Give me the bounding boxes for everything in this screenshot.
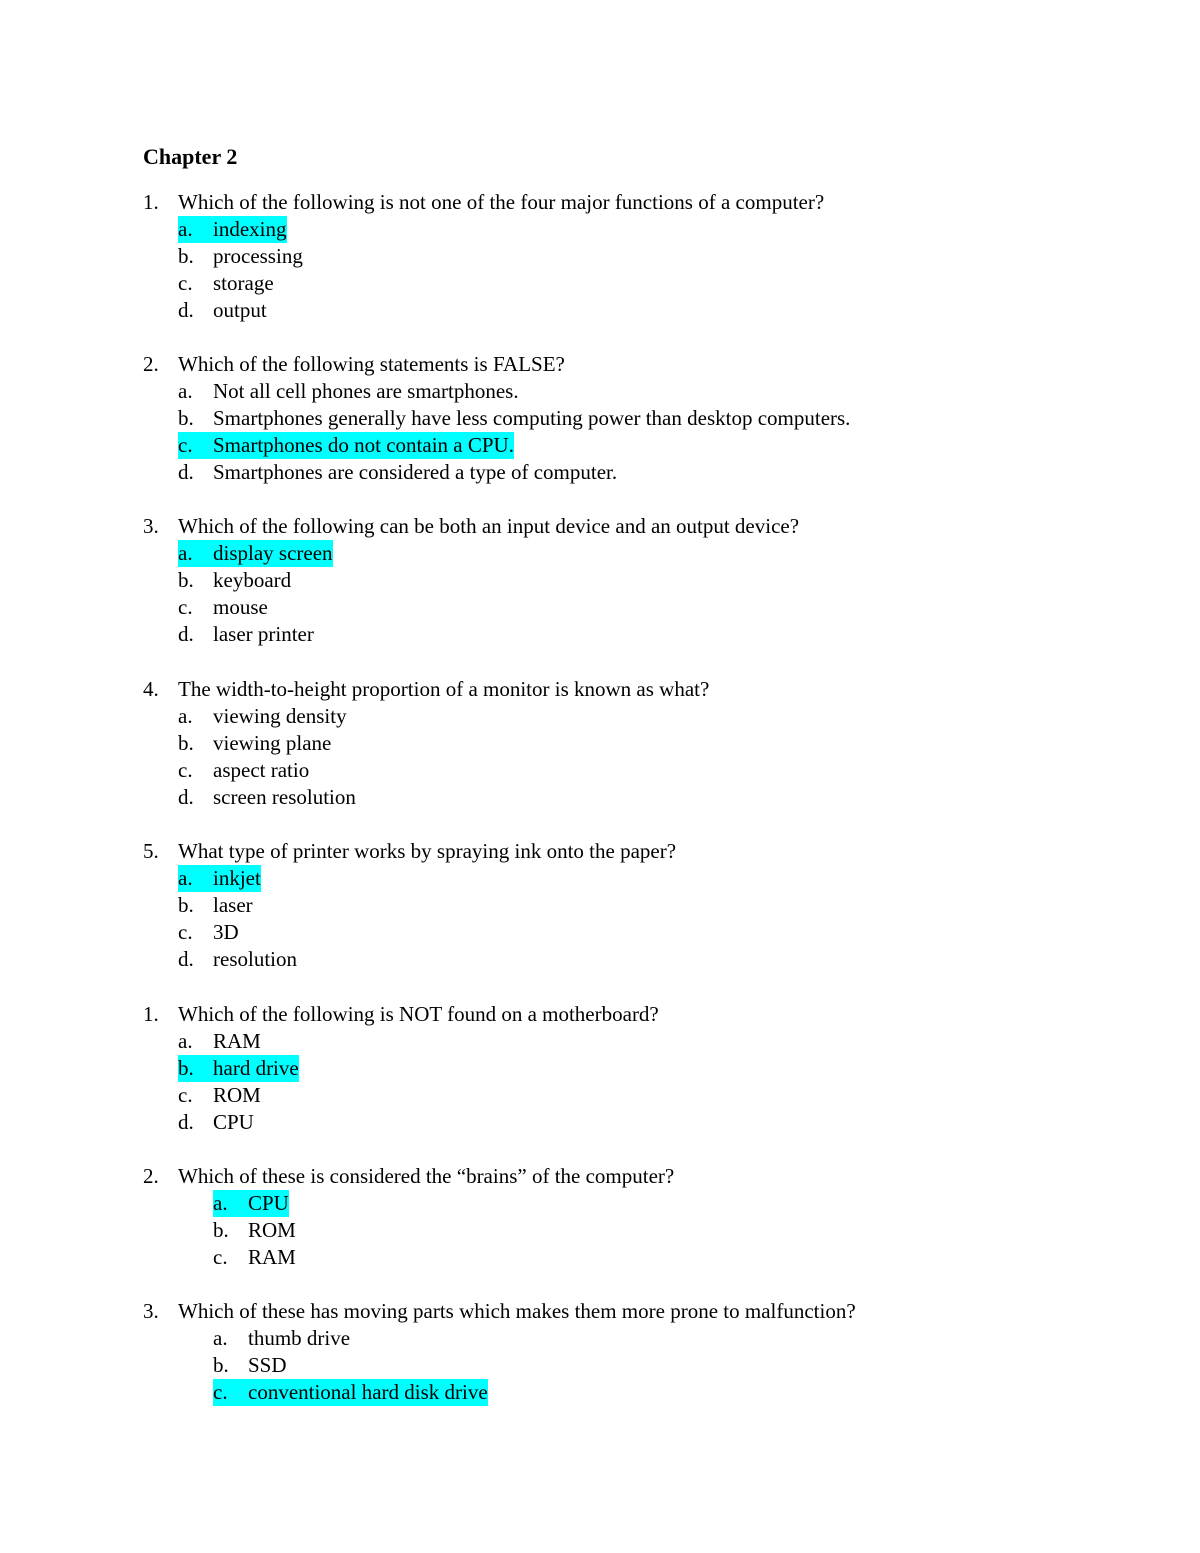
answer-option xyxy=(178,297,267,324)
option-letter: a. xyxy=(178,866,193,890)
option-text: viewing plane xyxy=(213,731,332,755)
answer-option xyxy=(178,621,314,648)
option-text: SSD xyxy=(248,1353,287,1377)
option-text: aspect ratio xyxy=(213,758,310,782)
option-text: hard drive xyxy=(213,1056,299,1080)
option-letter: d. xyxy=(178,1110,194,1134)
answer-option-highlighted xyxy=(213,1190,289,1217)
option-letter: c. xyxy=(178,1083,193,1107)
option-text: viewing density xyxy=(213,704,347,728)
option-letter: b. xyxy=(178,244,194,268)
answer-option-highlighted xyxy=(178,865,261,892)
option-letter: d. xyxy=(178,622,194,646)
answer-option xyxy=(178,784,356,811)
option-text: CPU xyxy=(248,1191,289,1215)
option-text: ROM xyxy=(213,1083,261,1107)
question-number: 3. xyxy=(143,1299,159,1323)
option-text: RAM xyxy=(248,1245,296,1269)
option-letter: b. xyxy=(178,568,194,592)
option-text: storage xyxy=(213,271,274,295)
answer-option xyxy=(178,378,519,405)
question-number: 1. xyxy=(143,1002,159,1026)
answer-option xyxy=(213,1325,350,1352)
option-letter: c. xyxy=(178,271,193,295)
answer-option xyxy=(178,1028,261,1055)
answer-option xyxy=(178,703,347,730)
option-text: keyboard xyxy=(213,568,292,592)
option-text: indexing xyxy=(213,217,287,241)
option-letter: b. xyxy=(178,731,194,755)
answer-option xyxy=(213,1352,287,1379)
option-letter: b. xyxy=(178,1056,194,1080)
chapter-title: Chapter 2 xyxy=(143,144,238,169)
option-letter: d. xyxy=(178,947,194,971)
option-letter: a. xyxy=(213,1326,228,1350)
question-text: The width-to-height proportion of a monitor is known as what? xyxy=(178,677,710,701)
option-text: output xyxy=(213,298,267,322)
option-text: resolution xyxy=(213,947,297,971)
option-text: Smartphones do not contain a CPU. xyxy=(213,433,514,457)
question-text: Which of the following can be both an input device and an output device? xyxy=(178,514,800,538)
option-text: Smartphones are considered a type of computer. xyxy=(213,460,618,484)
option-letter: c. xyxy=(213,1380,228,1404)
option-text: CPU xyxy=(213,1110,254,1134)
answer-option xyxy=(213,1244,296,1271)
option-text: RAM xyxy=(213,1029,261,1053)
option-letter: a. xyxy=(178,704,193,728)
question-text: Which of these is considered the “brains” of the computer? xyxy=(178,1164,675,1188)
option-text: mouse xyxy=(213,595,268,619)
answer-option xyxy=(178,567,291,594)
option-letter: c. xyxy=(178,920,193,944)
option-letter: a. xyxy=(178,217,193,241)
option-text: Not all cell phones are smartphones. xyxy=(213,379,519,403)
question-text: Which of the following is not one of the four major functions of a computer? xyxy=(178,190,825,214)
option-text: Smartphones generally have less computing power than desktop computers. xyxy=(213,406,851,430)
answer-option-highlighted xyxy=(178,1055,299,1082)
option-text: screen resolution xyxy=(213,785,356,809)
option-letter: d. xyxy=(178,298,194,322)
question-text: What type of printer works by spraying ink onto the paper? xyxy=(178,839,677,863)
option-text: laser printer xyxy=(213,622,314,646)
answer-option xyxy=(178,757,309,784)
question-text: Which of the following is NOT found on a motherboard? xyxy=(178,1002,659,1026)
answer-option xyxy=(178,459,617,486)
answer-option xyxy=(178,270,274,297)
option-letter: b. xyxy=(178,406,194,430)
answer-option-highlighted xyxy=(178,432,514,459)
question-text: Which of these has moving parts which makes them more prone to malfunction? xyxy=(178,1299,856,1323)
answer-option xyxy=(178,594,268,621)
question-text: Which of the following statements is FALSE? xyxy=(178,352,565,376)
option-letter: b. xyxy=(213,1353,229,1377)
option-text: conventional hard disk drive xyxy=(248,1380,488,1404)
answer-option xyxy=(178,919,239,946)
option-text: inkjet xyxy=(213,866,261,890)
option-text: processing xyxy=(213,244,303,268)
question-number: 4. xyxy=(143,677,159,701)
option-letter: c. xyxy=(178,433,193,457)
answer-option xyxy=(178,946,297,973)
option-text: ROM xyxy=(248,1218,296,1242)
question-number: 5. xyxy=(143,839,159,863)
answer-option xyxy=(213,1217,296,1244)
option-text: thumb drive xyxy=(248,1326,351,1350)
answer-option xyxy=(178,1109,254,1136)
question-number: 2. xyxy=(143,1164,159,1188)
answer-option xyxy=(178,892,253,919)
option-letter: a. xyxy=(178,379,193,403)
option-letter: d. xyxy=(178,785,194,809)
answer-option-highlighted xyxy=(178,540,333,567)
option-text: display screen xyxy=(213,541,333,565)
answer-option xyxy=(178,1082,261,1109)
option-letter: b. xyxy=(178,893,194,917)
answer-option-highlighted xyxy=(213,1379,488,1406)
option-letter: a. xyxy=(178,541,193,565)
option-letter: d. xyxy=(178,460,194,484)
option-letter: a. xyxy=(178,1029,193,1053)
option-letter: c. xyxy=(178,595,193,619)
question-number: 2. xyxy=(143,352,159,376)
option-letter: c. xyxy=(213,1245,228,1269)
answer-option-highlighted xyxy=(178,216,287,243)
question-number: 1. xyxy=(143,190,159,214)
question-number: 3. xyxy=(143,514,159,538)
answer-option xyxy=(178,243,303,270)
option-letter: b. xyxy=(213,1218,229,1242)
option-letter: a. xyxy=(213,1191,228,1215)
option-text: 3D xyxy=(213,920,239,944)
option-text: laser xyxy=(213,893,253,917)
answer-option xyxy=(178,405,850,432)
option-letter: c. xyxy=(178,758,193,782)
answer-option xyxy=(178,730,331,757)
